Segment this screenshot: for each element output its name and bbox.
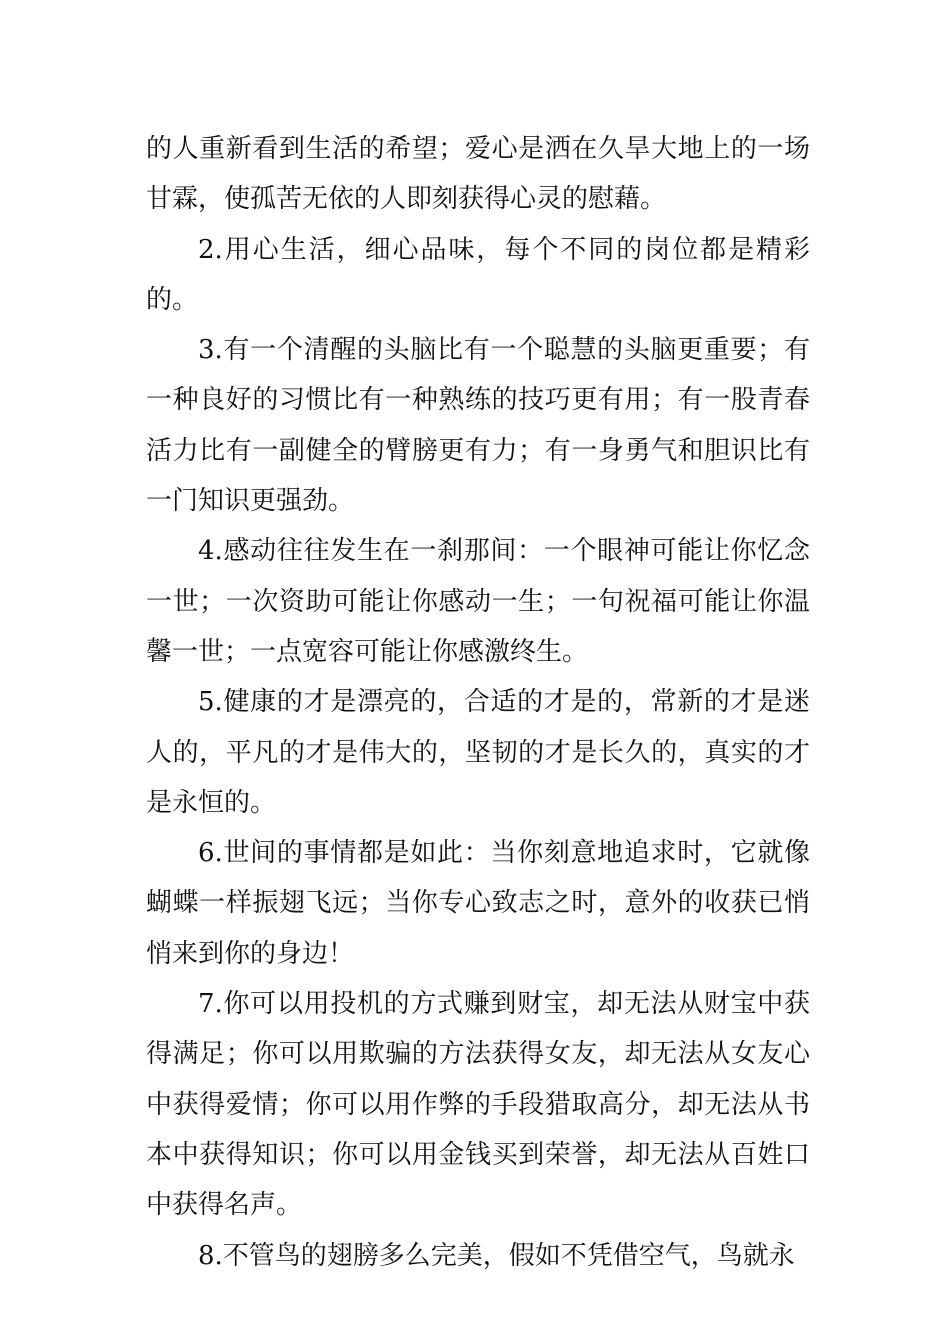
paragraph-5: 5.健康的才是漂亮的，合适的才是的，常新的才是迷人的，平凡的才是伟大的，坚韧的才是长久的，真实的才是永恒的。 [146, 687, 810, 818]
paragraph-1: 的人重新看到生活的希望；爱心是洒在久旱大地上的一场甘霖，使孤苦无依的人即刻获得心灵的慰藉。 [146, 134, 810, 215]
paragraph-4: 4.感动往往发生在一刹那间：一个眼神可能让你忆念一世；一次资助可能让你感动一生；一句祝福可能让你温馨一世；一点宽容可能让你感激终生。 [146, 536, 810, 667]
paragraph-7: 7.你可以用投机的方式赚到财宝，却无法从财宝中获得满足；你可以用欺骗的方法获得女友，却无法从女友心中获得爱情；你可以用作弊的手段猎取高分，却无法从书本中获得知识；你可以用金钱买到荣誉，却无法从百姓口中获得名声。 [146, 989, 810, 1221]
paragraph-8: 8.不管鸟的翅膀多么完美，假如不凭借空气，鸟就永 [198, 1240, 795, 1271]
document-page [146, 124, 810, 1281]
paragraph-6: 6.世间的事情都是如此：当你刻意地追求时，它就像蝴蝶一样振翅飞远；当你专心致志之时，意外的收获已悄悄来到你的身边！ [146, 838, 810, 969]
paragraph-2: 2.用心生活，细心品味，每个不同的岗位都是精彩的。 [146, 234, 810, 315]
paragraph-3: 3.有一个清醒的头脑比有一个聪慧的头脑更重要；有一种良好的习惯比有一种熟练的技巧更有用；有一股青春活力比有一副健全的臂膀更有力；有一身勇气和胆识比有一门知识更强劲。 [146, 335, 810, 517]
